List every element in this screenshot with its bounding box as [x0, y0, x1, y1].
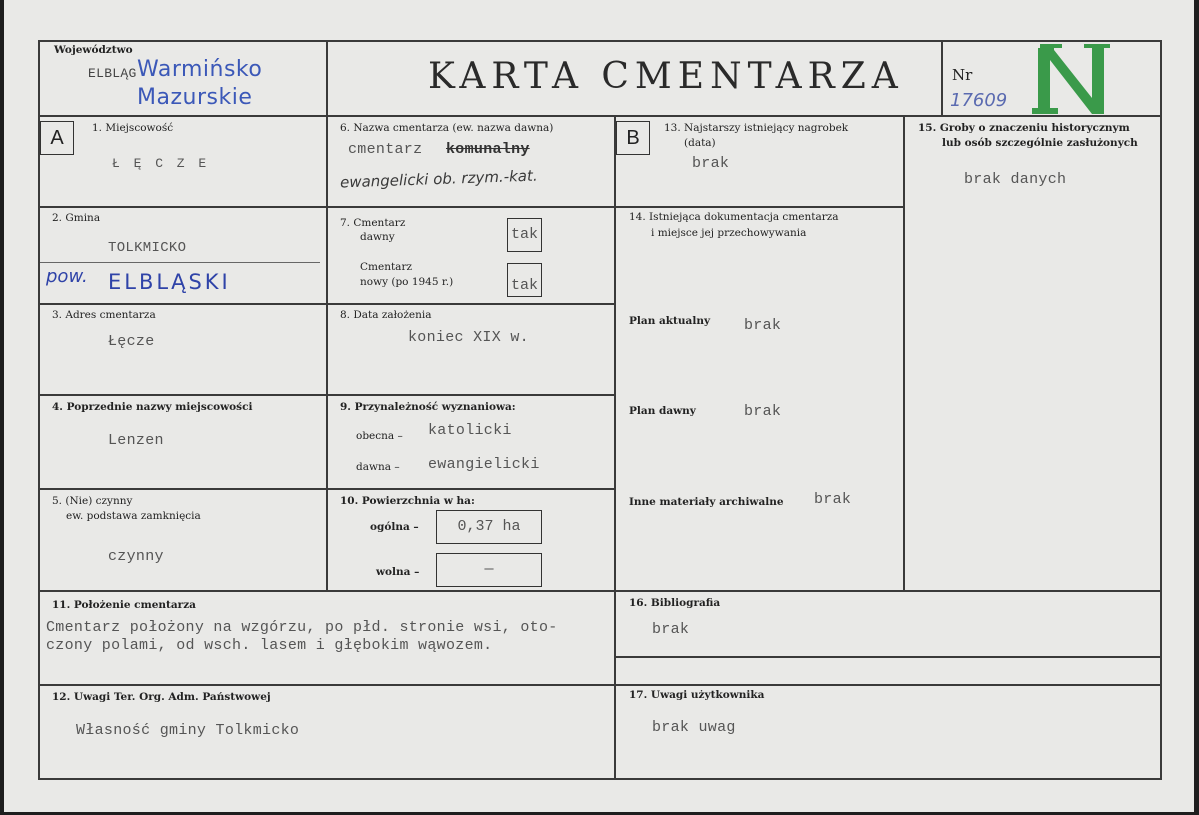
row-sep-13	[614, 206, 905, 208]
f6-label: 6. Nazwa cmentarza (ew. nazwa dawna)	[340, 122, 554, 134]
f6-handwritten: ewangelicki ob. rzym.-kat.	[339, 166, 538, 192]
f10-ogolna-label: ogólna –	[370, 521, 419, 533]
f1-label: 1. Miejscowość	[92, 122, 174, 134]
row-sep-6	[38, 684, 1162, 686]
f11-line1: Cmentarz położony na wzgórzu, po płd. stronie wsi, oto-	[46, 619, 558, 636]
f10-label: 10. Powierzchnia w ha:	[340, 495, 475, 507]
section-a-marker: A	[40, 121, 74, 155]
f5-value: czynny	[108, 548, 164, 565]
f14-inne-value: brak	[814, 491, 852, 508]
f17-value: brak uwag	[652, 719, 736, 736]
header-divider-2	[941, 40, 943, 116]
f17-label: 17. Uwagi użytkownika	[629, 689, 765, 701]
f2-value: TOLKMICKO	[108, 240, 187, 256]
f5-label-line1: 5. (Nie) czynny	[52, 495, 133, 507]
wojewodztwo-label: Województwo	[54, 44, 133, 56]
f10-ogolna-box: 0,37 ha	[436, 510, 542, 544]
f4-label: 4. Poprzednie nazwy miejscowości	[52, 401, 253, 413]
row-sep-1	[38, 206, 616, 208]
f12-value: Własność gminy Tolkmicko	[76, 722, 300, 739]
f15-value: brak danych	[964, 171, 1067, 188]
header-divider-1	[326, 40, 328, 116]
f13-label-line1: 13. Najstarszy istniejący nagrobek	[664, 122, 849, 134]
f14-label-line2: i miejsce jej przechowywania	[651, 227, 807, 239]
f16-label: 16. Bibliografia	[629, 597, 721, 609]
nr-value: 17609	[950, 90, 1008, 111]
f14-label-line1: 14. Istniejąca dokumentacja cmentarza	[629, 211, 839, 223]
f2-label: 2. Gmina	[52, 212, 101, 224]
f6-value-prefix: cmentarz	[348, 141, 423, 158]
nr-label: Nr	[952, 66, 973, 84]
f7-dawny-label-2: dawny	[360, 231, 395, 243]
f2-pow-value: ELBLĄSKI	[108, 270, 231, 294]
f16-value: brak	[652, 621, 690, 638]
f12-label: 12. Uwagi Ter. Org. Adm. Państwowej	[52, 691, 271, 703]
f14-plan-dawny-label: Plan dawny	[629, 405, 696, 417]
row-sep-3	[38, 394, 616, 396]
col-divider-a	[326, 115, 328, 591]
wojewodztwo-typed: ELBLĄG	[88, 66, 137, 81]
stamp-line-2: Mazurskie	[137, 85, 253, 110]
f9-label: 9. Przynależność wyznaniowa:	[340, 401, 516, 413]
f7-dawny-label-1: 7. Cmentarz	[340, 217, 406, 229]
col-divider-mid	[614, 115, 616, 780]
stamp-line-1: Warmińsko	[137, 57, 263, 82]
row-sep-5	[38, 590, 1162, 592]
f13-label-line2: (data)	[684, 137, 716, 149]
f7-nowy-label-2: nowy (po 1945 r.)	[360, 276, 454, 288]
frame-right	[1160, 40, 1162, 780]
f3-label: 3. Adres cmentarza	[52, 309, 156, 321]
f2-pow-label: pow.	[46, 266, 88, 287]
row-sep-pow	[40, 262, 320, 263]
f11-line2: czony polami, od wsch. lasem i głębokim wąwozem.	[46, 637, 493, 654]
f13-value: brak	[692, 155, 730, 172]
row-sep-4	[38, 488, 616, 490]
f5-label-line2: ew. podstawa zamknięcia	[66, 510, 201, 522]
section-b-marker: B	[616, 121, 650, 155]
col-divider-b	[903, 115, 905, 591]
f7-dawny-box: tak	[507, 218, 542, 252]
f15-label-line1: 15. Groby o znaczeniu historycznym	[918, 122, 1130, 134]
row-sep-2	[38, 303, 616, 305]
f9-dawna-label: dawna –	[356, 461, 400, 473]
f15-label-line2: lub osób szczególnie zasłużonych	[942, 137, 1138, 149]
f9-dawna-value: ewangielicki	[428, 456, 540, 473]
f10-wolna-label: wolna –	[376, 566, 420, 578]
cemetery-record-card	[4, 0, 1194, 812]
f4-value: Lenzen	[108, 432, 164, 449]
frame-bottom	[38, 778, 1162, 780]
f1-value: Ł Ę C Z E	[112, 156, 210, 171]
f3-value: Łęcze	[108, 333, 155, 350]
f7-nowy-label-1: Cmentarz	[360, 261, 412, 273]
letter-n-stamp	[1026, 38, 1118, 118]
f7-nowy-box: tak	[507, 263, 542, 297]
f14-plan-akt-label: Plan aktualny	[629, 315, 711, 327]
header-bottom	[38, 115, 1162, 117]
f14-plan-akt-value: brak	[744, 317, 782, 334]
row-sep-16	[614, 656, 1162, 658]
f8-value: koniec XIX w.	[408, 329, 529, 346]
f6-value-struck: komunalny	[446, 141, 530, 158]
f9-obecna-value: katolicki	[428, 422, 512, 439]
card-title: KARTA CMENTARZA	[428, 56, 904, 97]
f9-obecna-label: obecna –	[356, 430, 403, 442]
f8-label: 8. Data założenia	[340, 309, 432, 321]
f14-inne-label: Inne materiały archiwalne	[629, 496, 784, 508]
f11-label: 11. Położenie cmentarza	[52, 599, 196, 611]
f10-wolna-box: —	[436, 553, 542, 587]
frame-top	[38, 40, 1162, 42]
f14-plan-dawny-value: brak	[744, 403, 782, 420]
